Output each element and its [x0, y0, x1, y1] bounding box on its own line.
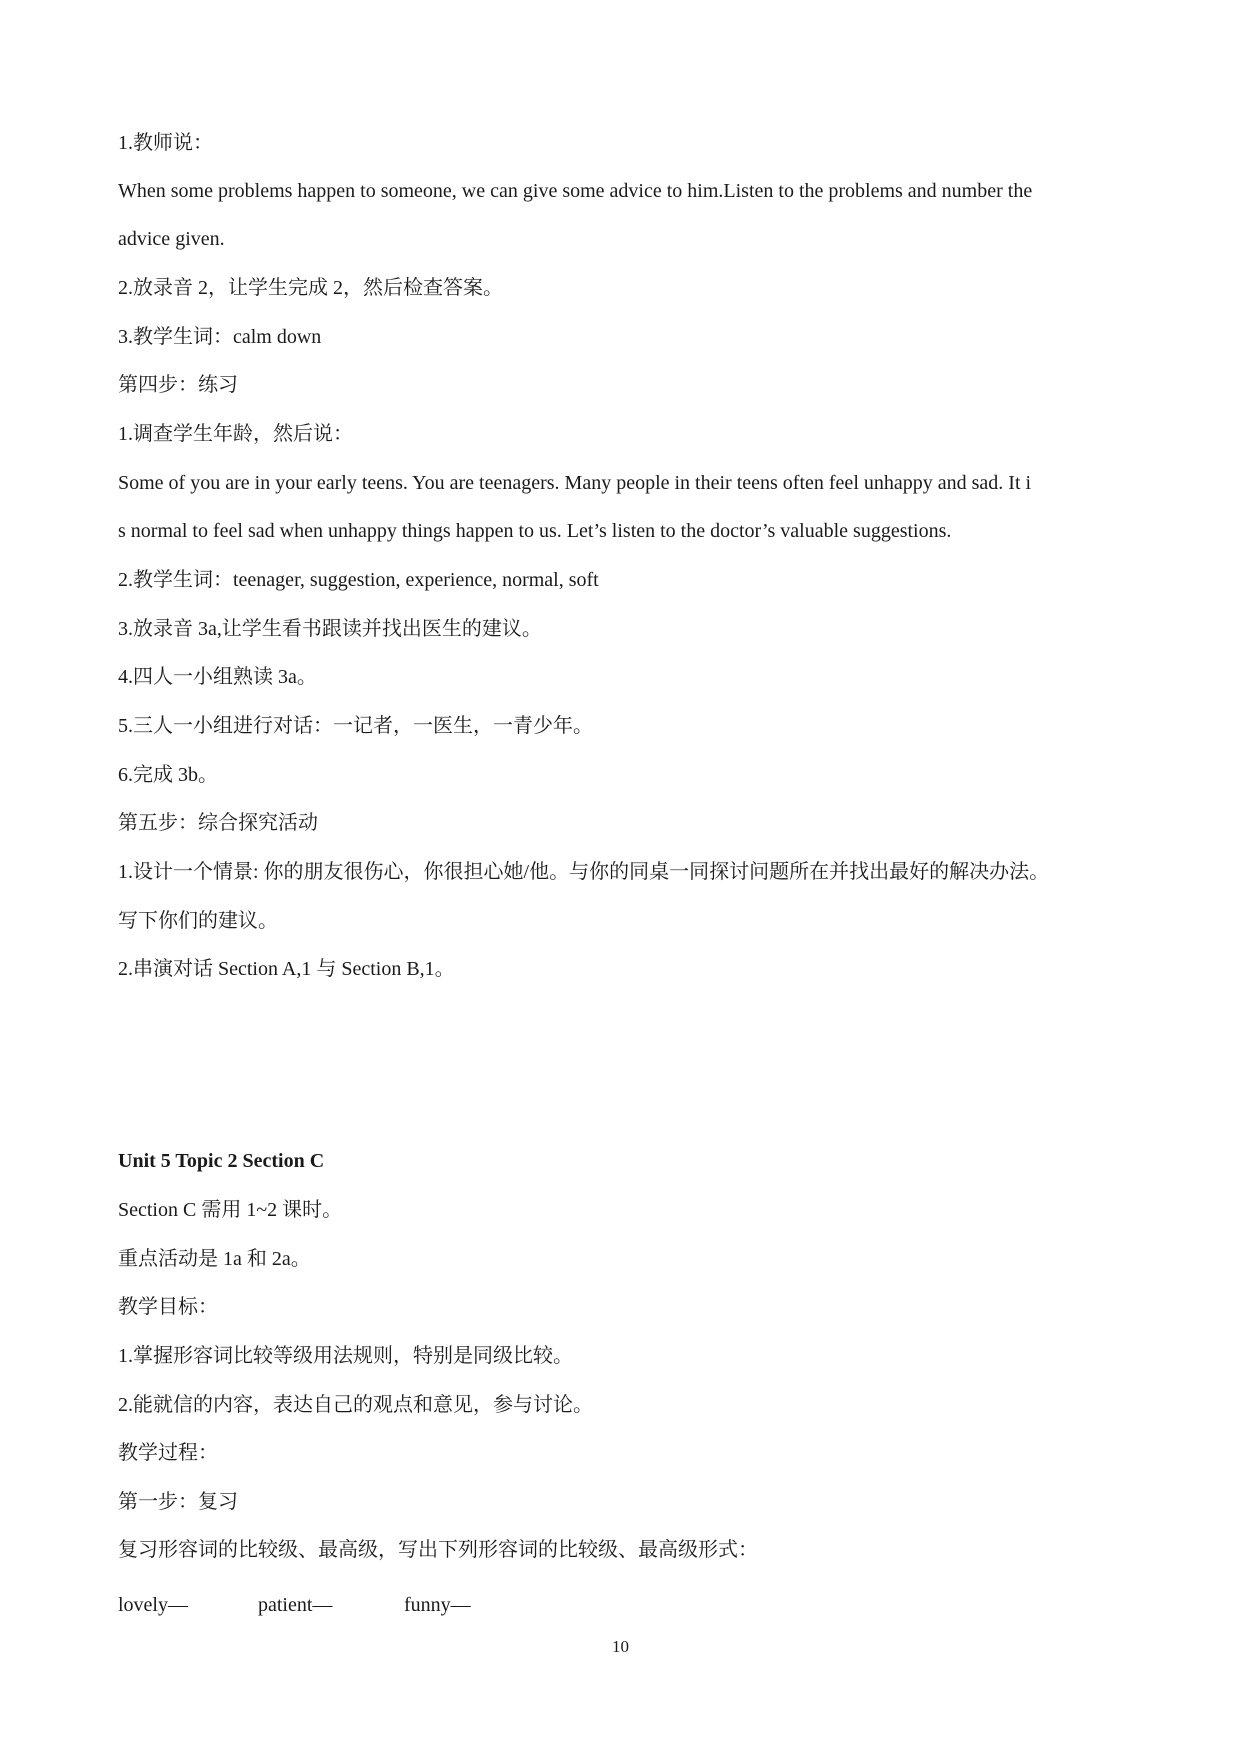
text-line: 1.教师说：	[118, 132, 213, 154]
text-line: 教学目标：	[118, 1296, 218, 1318]
text-line: 2.放录音 2，让学生完成 2，然后检查答案。	[118, 277, 503, 299]
text-line: When some problems happen to someone, we can give some advice to him.Listen to the problems and number the	[118, 180, 1033, 202]
text-line: s normal to feel sad when unhappy things happen to us. Let’s listen to the doctor’s valuable suggestions.	[118, 520, 952, 542]
page-number: 10	[612, 1637, 629, 1656]
text-line: 2.教学生词：teenager, suggestion, experience, normal, soft	[118, 569, 599, 591]
text-line: 2.能就信的内容，表达自己的观点和意见，参与讨论。	[118, 1394, 593, 1416]
section-title: Unit 5 Topic 2 Section C	[118, 1150, 325, 1172]
text-line: 6.完成 3b。	[118, 764, 218, 786]
text-line: 3.教学生词：calm down	[118, 326, 322, 348]
text-line: Some of you are in your early teens. You are teenagers. Many people in their teens often feel unhappy and sad. It i	[118, 472, 1032, 494]
text-line: advice given.	[118, 228, 225, 250]
step-heading: 第四步：练习	[118, 374, 238, 396]
text-line: 1.掌握形容词比较等级用法规则，特别是同级比较。	[118, 1345, 573, 1367]
text-line: 写下你们的建议。	[118, 910, 278, 932]
step-heading: 第一步：复习	[118, 1491, 238, 1513]
word-item: lovely—	[118, 1594, 188, 1616]
text-line: Section C 需用 1~2 课时。	[118, 1199, 343, 1221]
text-line: 3.放录音 3a,让学生看书跟读并找出医生的建议。	[118, 618, 542, 640]
word-item: patient—	[258, 1594, 333, 1616]
text-line: 重点活动是 1a 和 2a。	[118, 1248, 311, 1270]
text-line: 教学过程：	[118, 1442, 218, 1464]
text-line: 1.设计一个情景: 你的朋友很伤心，你很担心她/他。与你的同桌一同探讨问题所在并找出最好的解决办法。	[118, 861, 1050, 883]
step-heading: 第五步：综合探究活动	[118, 812, 318, 834]
text-line: 5.三人一小组进行对话：一记者，一医生，一青少年。	[118, 715, 593, 737]
text-line: 4.四人一小组熟读 3a。	[118, 666, 317, 688]
word-item: funny—	[404, 1594, 471, 1616]
text-line: 1.调查学生年龄，然后说：	[118, 423, 353, 445]
text-line: 2.串演对话 Section A,1 与 Section B,1。	[118, 958, 455, 980]
text-line: 复习形容词的比较级、最高级，写出下列形容词的比较级、最高级形式：	[118, 1539, 758, 1561]
